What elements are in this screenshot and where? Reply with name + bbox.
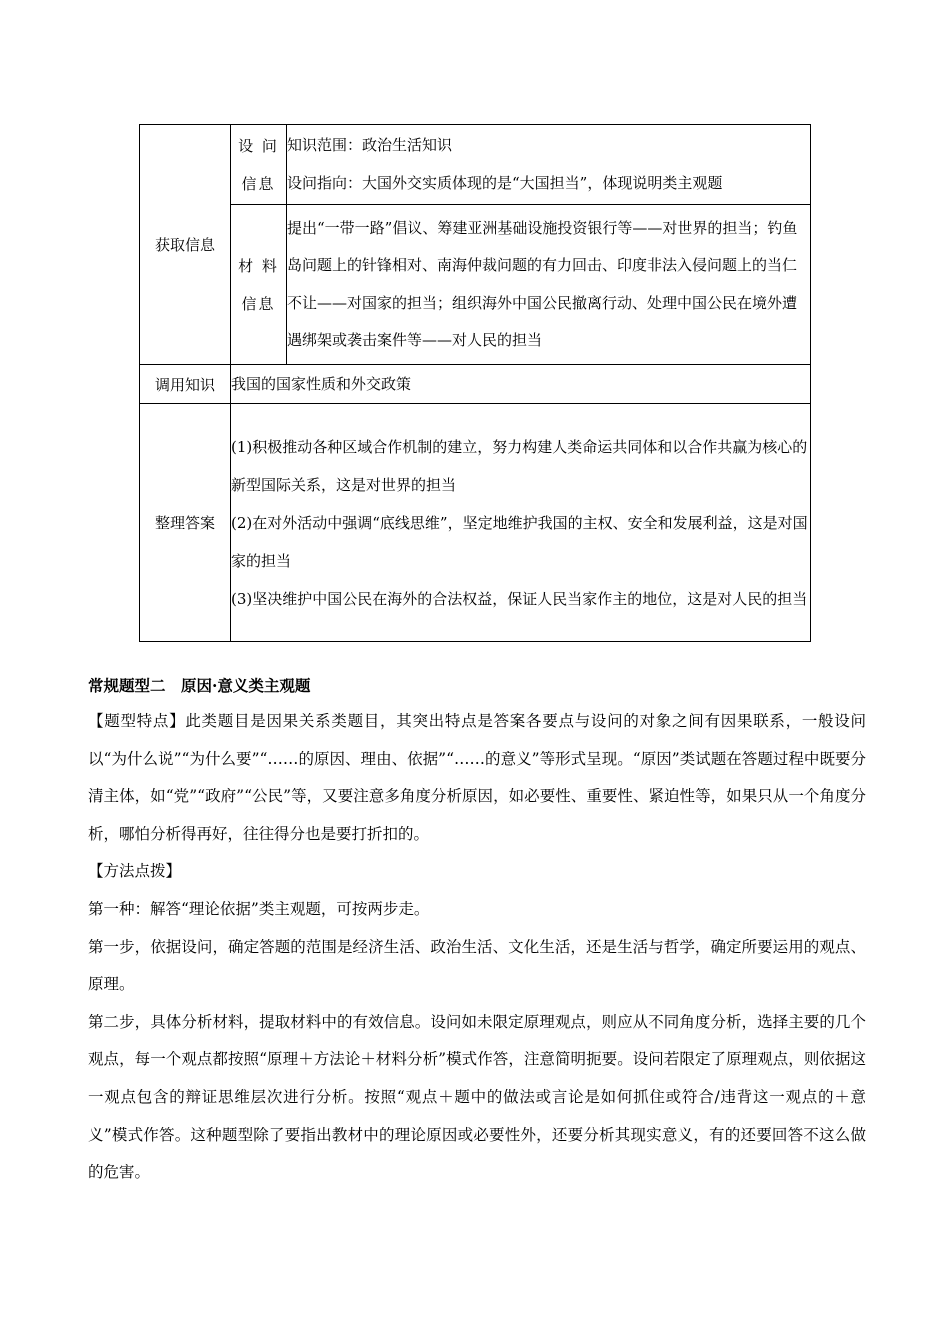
table-row [140, 404, 811, 642]
question-direction: 设问指向：大国外交实质体现的是“大国担当”，体现说明类主观题 [287, 173, 723, 192]
section-body [88, 673, 866, 1192]
answer-point-2: (2)在对外活动中强调“底线思维”，坚定地维护我国的主权、安全和发展利益，这是对国家的担当 [231, 513, 808, 570]
analysis-table [139, 124, 811, 642]
paragraph-method-1: 第一种：解答“理论依据”类主观题，可按两步走。 [88, 899, 430, 918]
material-info-content: 提出“一带一路”倡议、筹建亚洲基础设施投资银行等——对世界的担当；钓鱼岛问题上的针锋相对、南海仲裁问题的有力回击、印度非法入侵问题上的当仁不让——对国家的担当；组织海外中国公民撤离行动、处理中国公民在境外遭遇绑架或袭击案件等——对人民的担当 [287, 205, 811, 365]
sublabel-line: 设 问 [238, 136, 279, 155]
knowledge-scope: 知识范围：政治生活知识 [287, 136, 453, 154]
paragraph-step-1: 第一步，依据设问，确定答题的范围是经济生活、政治生活、文化生活，还是生活与哲学，确定所要运用的观点、原理。 [88, 937, 866, 994]
sublabel-material-info [231, 205, 287, 365]
section-heading: 常规题型二 原因·意义类主观题 [88, 676, 311, 695]
sublabel-line: 信息 [241, 174, 276, 193]
paragraph-step-2: 第二步，具体分析材料，提取材料中的有效信息。设问如未限定原理观点，则应从不同角度分析，选择主要的几个观点，每一个观点都按照“原理＋方法论＋材料分析”模式作答，注意简明扼要。设问若限定了原理观点，则依据这一观点包含的辩证思维层次进行分析。按照“观点＋题中的做法或言论是如何抓住或符合/违背这一观点的＋意义”模式作答。这种题型除了要指出教材中的理论原因或必要性外，还要分析其现实意义，有的还要回答不这么做的危害。 [88, 1012, 866, 1182]
table-row [140, 365, 811, 404]
paragraph-features: 【题型特点】此类题目是因果关系类题目，其突出特点是答案各要点与设问的对象之间有因果联系，一般设问以“为什么说”“为什么要”“……的原因、理由、依据”“……的意义”等形式呈现。“原因”类试题在答题过程中既要分清主体，如“党”“政府”“公民”等，又要注意多角度分析原因，如必要性、重要性、紧迫性等，如果只从一个角度分析，哪怕分析得再好，往往得分也是要打折扣的。 [88, 712, 866, 843]
table-row [140, 125, 811, 205]
sublabel-line: 信息 [241, 294, 276, 313]
row-label-get-info: 获取信息 [140, 125, 231, 365]
question-info-content [287, 125, 811, 205]
sublabel-line: 材 料 [238, 256, 279, 275]
sublabel-question-info [231, 125, 287, 205]
table-row [140, 205, 811, 365]
call-knowledge-content: 我国的国家性质和外交政策 [231, 365, 811, 404]
row-label-call-knowledge: 调用知识 [140, 365, 231, 404]
answer-point-1: (1)积极推动各种区域合作机制的建立，努力构建人类命运共同体和以合作共赢为核心的新型国际关系，这是对世界的担当 [231, 437, 808, 494]
answer-content [231, 404, 811, 642]
row-label-answer: 整理答案 [140, 404, 231, 642]
answer-point-3: (3)坚决维护中国公民在海外的合法权益，保证人民当家作主的地位，这是对人民的担当 [231, 589, 808, 608]
paragraph-method-title: 【方法点拨】 [88, 862, 182, 881]
